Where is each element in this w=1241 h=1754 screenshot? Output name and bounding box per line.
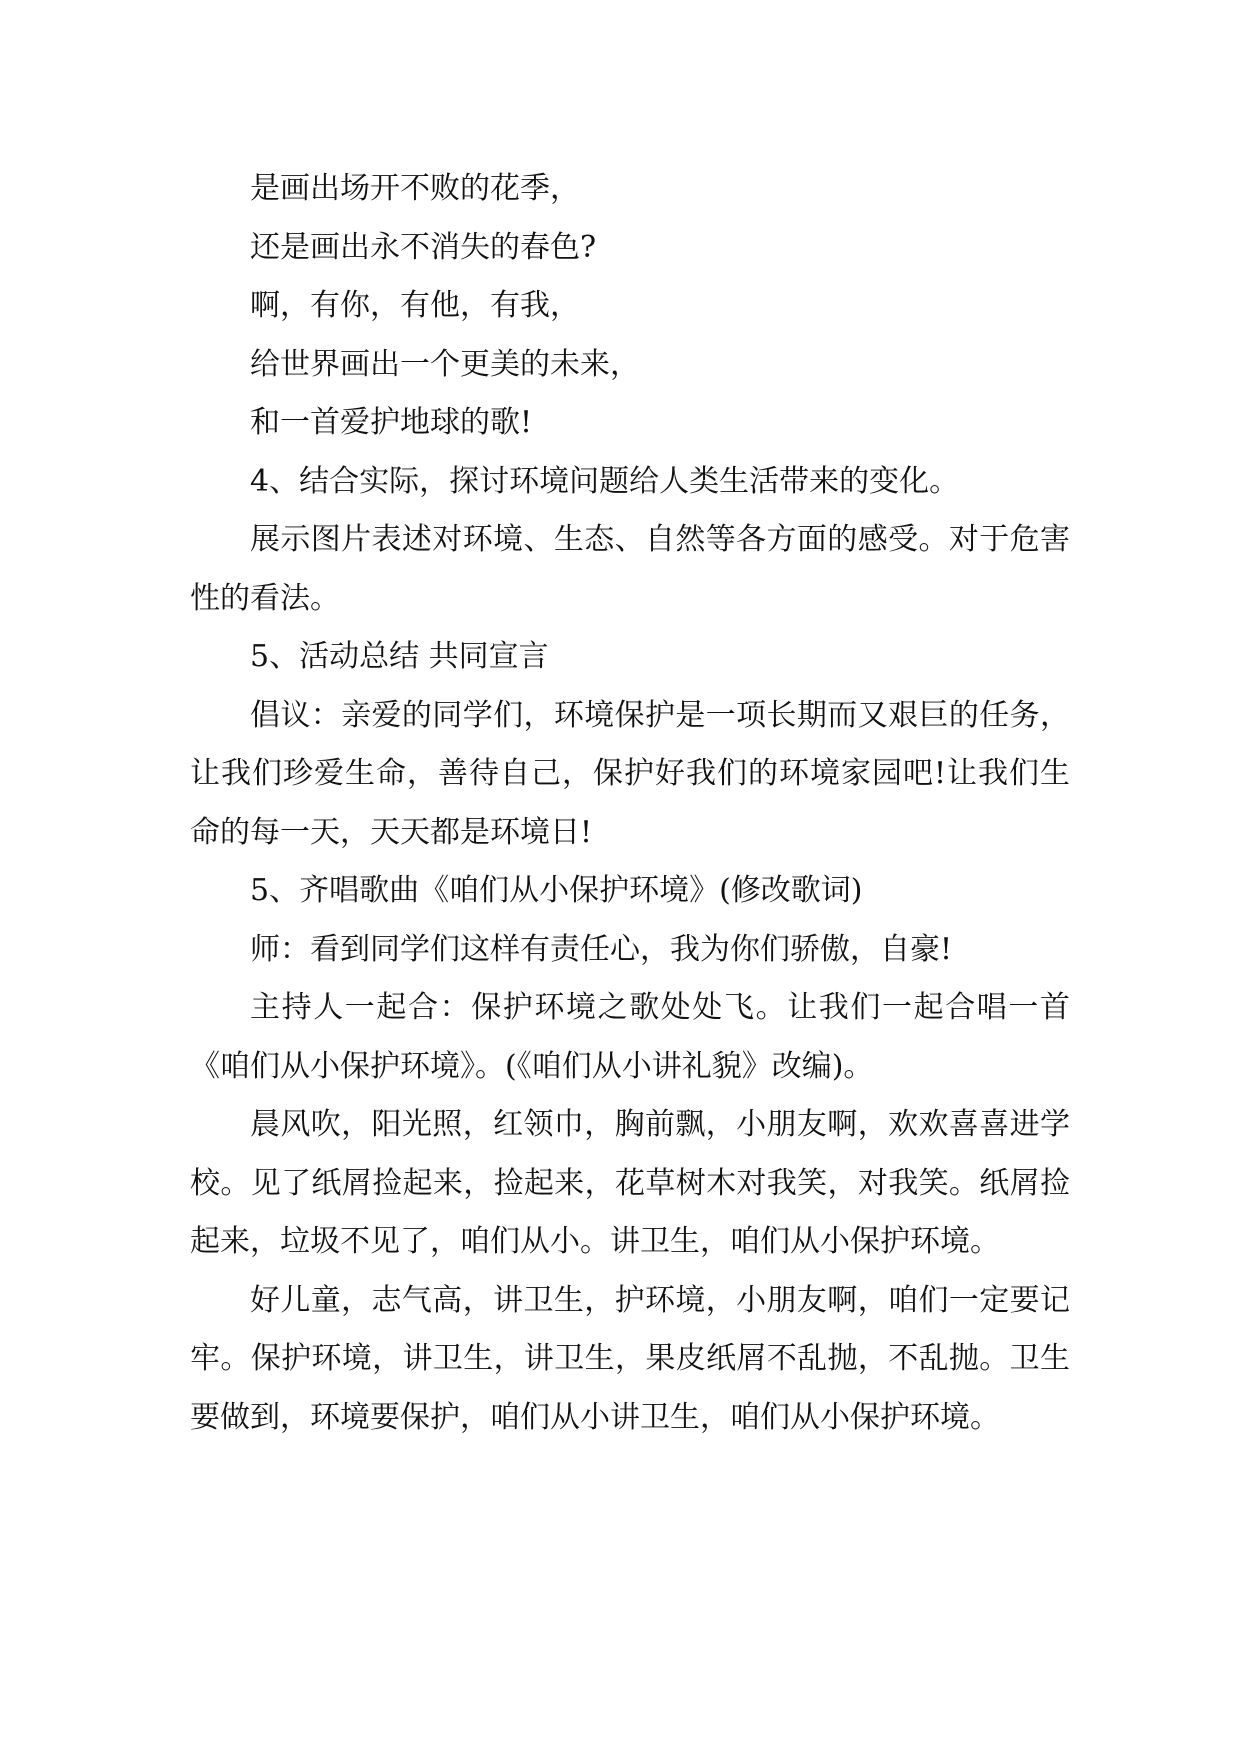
- step-4-heading: 4、结合实际，探讨环境问题给人类生活带来的变化。: [250, 463, 960, 499]
- lyric-line-1: 是画出场开不败的花季，: [250, 171, 580, 206]
- lyric-line-4: 给世界画出一个更美的未来，: [250, 346, 640, 382]
- step-4-paragraph: 展示图片表述对环境、生态、自然等各方面的感受。对于危害性的看法。: [190, 522, 1070, 616]
- song-heading: 5、齐唱歌曲《咱们从小保护环境》(修改歌词): [250, 873, 863, 908]
- document-body: [190, 160, 1070, 1447]
- song-verse-2: 好儿童，志气高，讲卫生，护环境，小朋友啊，咱们一定要记牢。保护环境，讲卫生，讲卫生，果皮纸屑不乱抛，不乱抛。卫生要做到，环境要保护，咱们从小讲卫生，咱们从小保护环境。: [190, 1282, 1070, 1435]
- teacher-paragraph: 师：看到同学们这样有责任心，我为你们骄傲，自豪!: [250, 931, 953, 967]
- host-paragraph: 主持人一起合：保护环境之歌处处飞。让我们一起合唱一首《咱们从小保护环境》。(《咱们从小讲礼貌》改编)。: [190, 990, 1070, 1084]
- lyric-line-3: 啊，有你，有他，有我，: [250, 288, 580, 323]
- lyric-line-2: 还是画出永不消失的春色?: [250, 229, 597, 265]
- song-verse-1: 晨风吹，阳光照，红领巾，胸前飘，小朋友啊，欢欢喜喜进学校。见了纸屑捡起来，捡起来，花草树木对我笑，对我笑。纸屑捡起来，垃圾不见了，咱们从小。讲卫生，咱们从小保护环境。: [190, 1107, 1070, 1259]
- step-5-heading: 5、活动总结 共同宣言: [250, 639, 549, 674]
- lyric-line-5: 和一首爱护地球的歌!: [250, 405, 533, 440]
- proposal-paragraph: 倡议：亲爱的同学们，环境保护是一项长期而又艰巨的任务，让我们珍爱生命，善待自己，保护好我们的环境家园吧!让我们生命的每一天，天天都是环境日!: [190, 697, 1070, 850]
